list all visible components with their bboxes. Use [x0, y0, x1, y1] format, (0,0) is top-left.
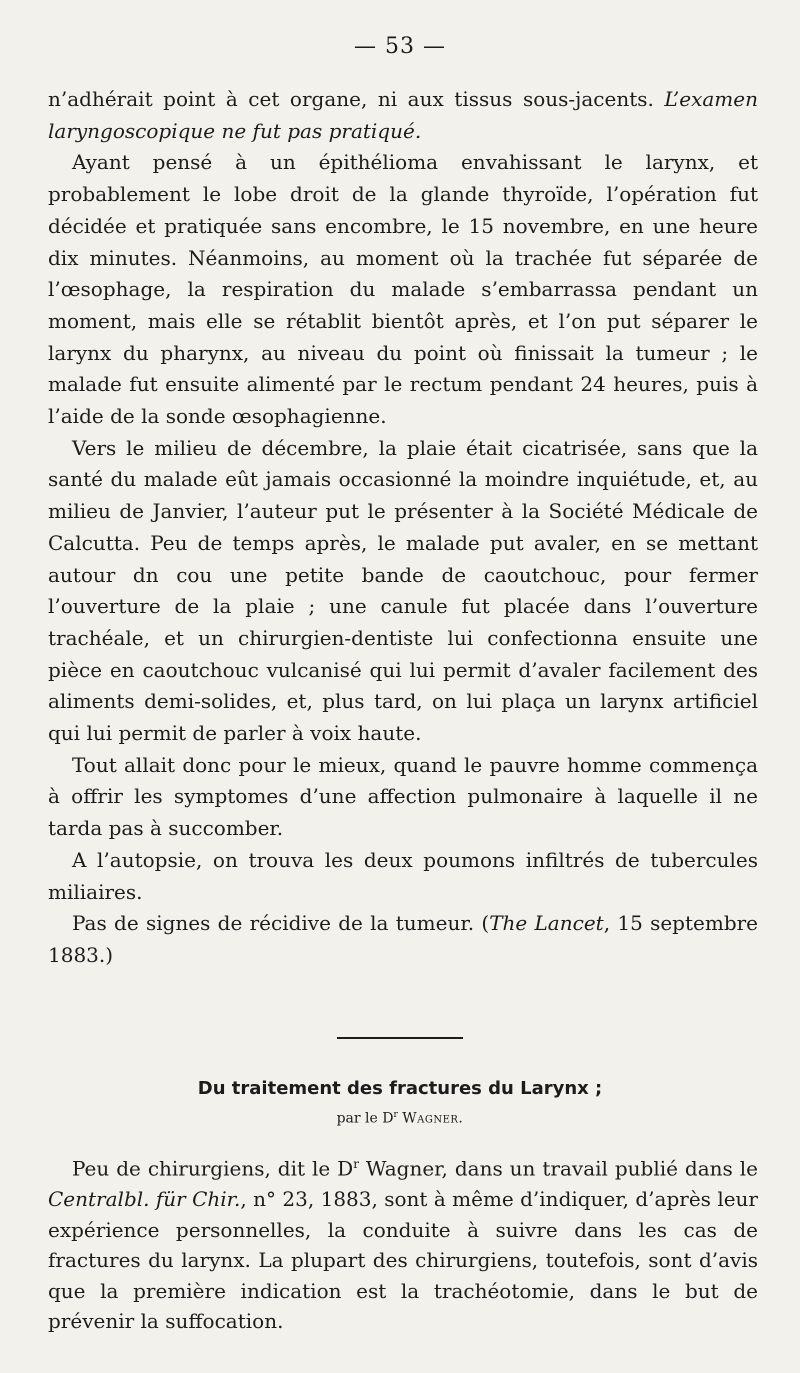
paragraph-6-text: Pas de signes de récidive de la tumeur. [72, 911, 475, 936]
section-journal: Centralbl. für Chir. [48, 1187, 241, 1212]
section-sup: r [353, 1157, 359, 1171]
section-paragraph-1 [48, 1149, 758, 1337]
article-body [48, 84, 758, 972]
byline-sup: r [393, 1110, 398, 1120]
paragraph-5: A l’autopsie, on trouva les deux poumons infiltrés de tubercules miliaires. [48, 847, 758, 904]
byline-author: Wagner. [402, 1110, 464, 1127]
paragraph-4: Tout allait donc pour le mieux, quand le pauvre homme commença à offrir les symptomes d’une affection pulmonaire à laquelle il ne tarda pas à succomber. [48, 752, 758, 841]
section-part2: Wagner, dans un travail publié dans le [358, 1156, 758, 1181]
page-number: — 53 — [354, 34, 446, 59]
paragraph-3: Vers le milieu de décembre, la plaie était cicatrisée, sans que la santé du malade eût jamais occasionné la moindre inquiétude, et, au milieu de Janvier, l’auteur put le présenter à la Société Médicale de Calcutta. Peu de temps après, le malade put avaler, en se mettant autour dn cou une petite bande de caoutchouc, pour fermer l’ouverture de la plaie ; une canule fut placée dans l’ouverture trachéale, et un chirurgien-dentiste lui confectionna ensuite une pièce en caoutchouc vulcanisé qui lui permit d’avaler facilement des aliments demi-solides, et, plus tard, on lui plaça un larynx artificiel qui lui permit de parler à voix haute. [48, 435, 758, 746]
byline-par: par le D [336, 1110, 394, 1127]
paragraph-1 [48, 84, 758, 147]
paragraph-6 [48, 908, 758, 971]
paragraph-1-text: n’adhérait point à cet organe, ni aux tissus sous-jacents. [48, 87, 654, 111]
journal-name: The Lancet [489, 911, 604, 936]
citation-rest: , 15 septembre 1883.) [48, 911, 759, 967]
section-body [48, 1149, 758, 1337]
paragraph-2: Ayant pensé à un épithélioma envahissant le larynx, et probablement le lobe droit de la glande thyroïde, l’opération fut décidée et pratiquée sans encombre, le 15 novembre, en une heure dix minutes. Néanmoins, au moment où la trachée fut séparée de l’œsophage, la respiration du malade s’embarrassa pendant un moment, mais elle se rétablit bientôt après, et l’on put séparer le larynx du pharynx, au niveau du point où finissait la tumeur ; le malade fut ensuite alimenté par le rectum pendant 24 heures, puis à l’aide de la sonde œsophagienne. [48, 150, 758, 429]
section-divider [337, 1037, 463, 1039]
section-part3: , n° 23, 1883, sont à même d’indiquer, d’après leur expérience personnelles, la conduite à suivre dans les cas de fractures du larynx. La plupart des chirurgiens, toutefois, sont d’avis que la première indication est la trachéotomie, dans le but de prévenir la suffocation. [48, 1187, 758, 1334]
section-byline [0, 1110, 800, 1127]
section-title: Du traitement des fractures du Larynx ; [197, 1078, 603, 1099]
citation-open: ( [481, 911, 490, 936]
paragraph-1-italic: L’examen laryngoscopique ne fut pas pratiqué. [48, 87, 758, 143]
section-part1: Peu de chirurgiens, dit le D [72, 1156, 354, 1181]
